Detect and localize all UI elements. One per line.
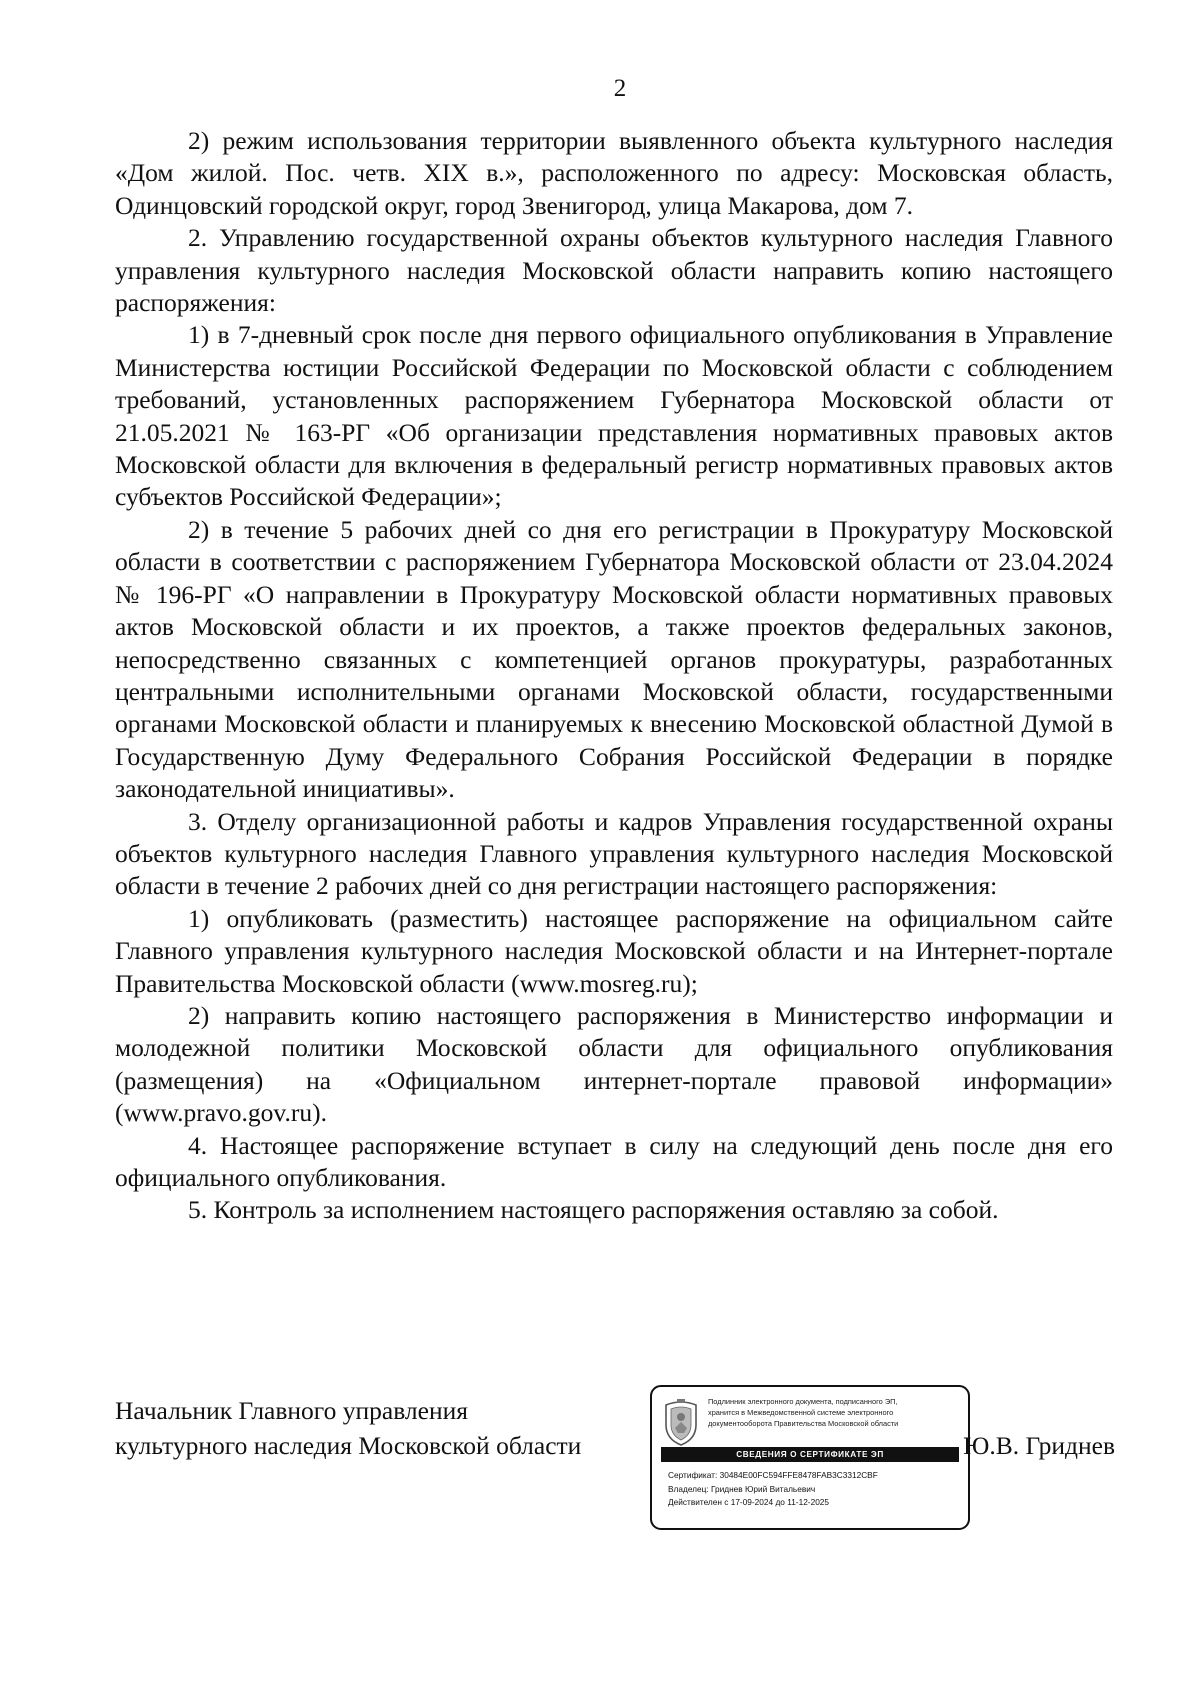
- document-body: [115, 125, 1113, 1227]
- page-number: 2: [613, 75, 627, 102]
- paragraph: 2) направить копию настоящего распоряжения в Министерство информации и молодежной политики Московской области для официального опубликования (размещения) на «Официальном интернет-портале правовой информации» (www.pravo.gov.ru).: [115, 1000, 1113, 1128]
- electronic-signature-stamp: [650, 1385, 970, 1530]
- certificate-details: [668, 1469, 964, 1510]
- signer-title-line: Начальник Главного управления: [115, 1396, 468, 1425]
- signer-title-line: культурного наследия Московской области: [115, 1431, 582, 1460]
- stamp-note: [708, 1396, 964, 1429]
- paragraph: 1) опубликовать (разместить) настоящее распоряжение на официальном сайте Главного управления культурного наследия Московской области и на Интернет-портале Правительства Московской области (www.mosreg.ru);: [115, 903, 1113, 998]
- paragraph: 4. Настоящее распоряжение вступает в силу на следующий день после дня его официального опубликования.: [115, 1130, 1113, 1192]
- certificate-validity: Действителен с 17-09-2024 до 11-12-2025: [668, 1497, 830, 1507]
- paragraph: 2) режим использования территории выявленного объекта культурного наследия «Дом жилой. Пос. четв. XIX в.», расположенного по адресу: Московская область, Одинцовский городской округ, город Звенигород, улица Макарова, дом 7.: [115, 126, 1113, 220]
- stamp-note-line: Подлинник электронного документа, подписанного ЭП,: [708, 1397, 898, 1406]
- coat-of-arms-icon: [662, 1397, 700, 1447]
- signer-title: [115, 1393, 581, 1463]
- paragraph: 3. Отделу организационной работы и кадров Управления государственной охраны объектов культурного наследия Главного управления культурного наследия Московской области в течение 2 рабочих дней со дня регистрации настоящего распоряжения:: [115, 806, 1113, 901]
- paragraph: 2. Управлению государственной охраны объектов культурного наследия Главного управления культурного наследия Московской области направить копию настоящего распоряжения:: [115, 223, 1113, 318]
- certificate-number: Сертификат: 30484E00FC594FFE8478FAB3C3312CBF: [668, 1470, 878, 1480]
- signer-name: Ю.В. Гриднев: [963, 1431, 1115, 1460]
- paragraph: 5. Контроль за исполнением настоящего распоряжения оставляю за собой.: [188, 1195, 999, 1225]
- stamp-note-line: хранится в Межведомственной системе электронного: [708, 1408, 894, 1417]
- stamp-note-line: документооборота Правительства Московской области: [708, 1419, 899, 1428]
- signature-block: [115, 1385, 1115, 1535]
- paragraph: 2) в течение 5 рабочих дней со дня его регистрации в Прокуратуру Московской области в соответствии с распоряжением Губернатора Московской области от 23.04.2024 № 196-РГ «О направлении в Прокуратуру Московской области нормативных правовых актов Московской области и их проектов, а также проектов федеральных законов, непосредственно связанных с компетенцией органов прокуратуры, разработанных центральными исполнительными органами Московской области, государственными органами Московской области и планируемых к внесению Московской областной Думой в Государственную Думу Федерального Собрания Российской Федерации в порядке законодательной инициативы».: [115, 514, 1113, 804]
- paragraph: 1) в 7-дневный срок после дня первого официального опубликования в Управление Министерства юстиции Российской Федерации по Московской области с соблюдением требований, установленных распоряжением Губернатора Московской области от 21.05.2021 № 163-РГ «Об организации представления нормативных правовых актов Московской области для включения в федеральный регистр нормативных правовых актов субъектов Российской Федерации»;: [115, 320, 1113, 512]
- stamp-title-bar: СВЕДЕНИЯ О СЕРТИФИКАТЕ ЭП: [661, 1447, 959, 1462]
- certificate-owner: Владелец: Гриднев Юрий Витальевич: [668, 1483, 816, 1494]
